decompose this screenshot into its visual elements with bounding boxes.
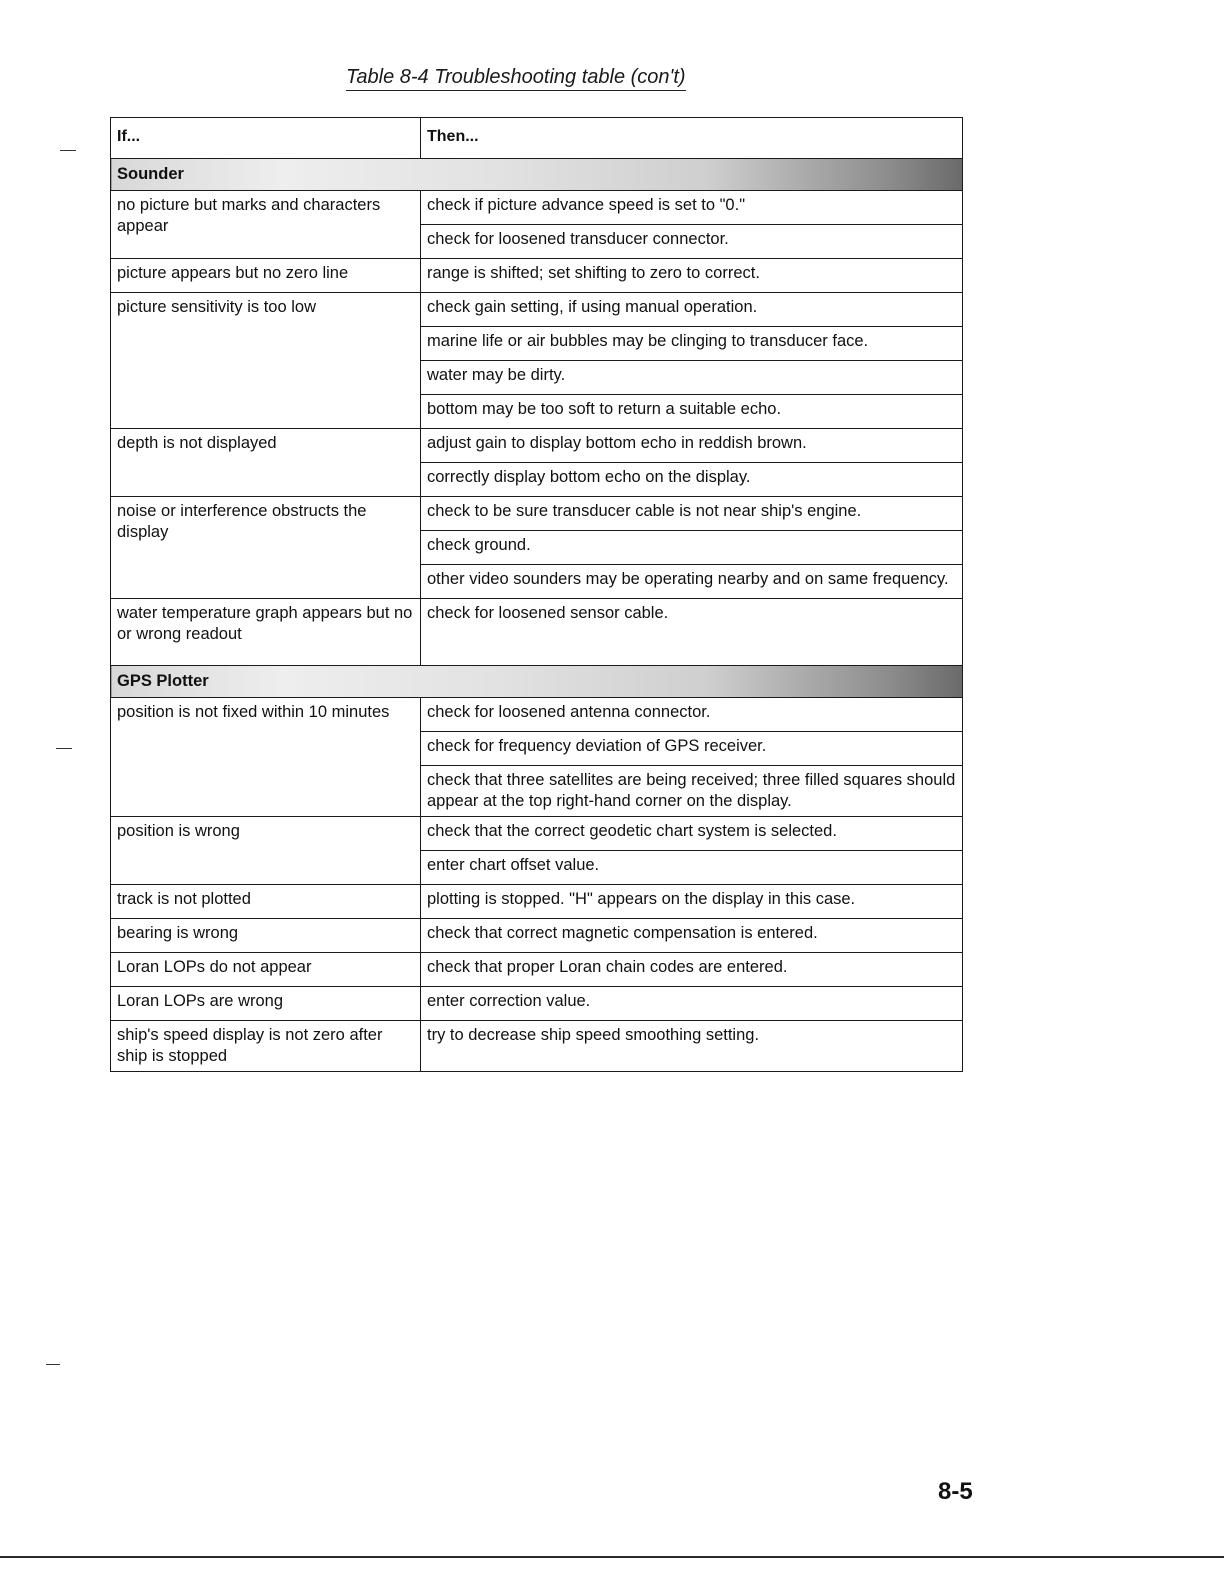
table-header-row [111,118,963,159]
if-cell: depth is not displayed [111,429,421,497]
then-cell: marine life or air bubbles may be clinging to transducer face. [421,327,963,361]
table-row [111,817,963,851]
table-row [111,191,963,225]
margin-mark [56,748,72,749]
then-cell: check that three satellites are being received; three filled squares should appear at the top right-hand corner on the display. [421,766,963,817]
then-cell: bottom may be too soft to return a suitable echo. [421,395,963,429]
if-column-header: If... [111,118,421,159]
table-row [111,293,963,327]
margin-mark [60,150,76,151]
then-cell: enter chart offset value. [421,851,963,885]
table-caption: Table 8-4 Troubleshooting table (con't) [346,66,686,91]
if-cell: position is not fixed within 10 minutes [111,698,421,817]
margin-mark [46,1364,60,1365]
then-cell: check for loosened transducer connector. [421,225,963,259]
if-cell: bearing is wrong [111,919,421,953]
table-row [111,259,963,293]
table-row [111,497,963,531]
then-cell: check if picture advance speed is set to "0." [421,191,963,225]
table-row [111,698,963,732]
table-row [111,953,963,987]
if-cell: no picture but marks and characters appear [111,191,421,259]
section-header-sounder [111,159,963,191]
then-cell: check that the correct geodetic chart system is selected. [421,817,963,851]
then-cell: plotting is stopped. "H" appears on the display in this case. [421,885,963,919]
section-header-gps-plotter [111,666,963,698]
if-cell: track is not plotted [111,885,421,919]
if-cell: picture appears but no zero line [111,259,421,293]
then-cell: range is shifted; set shifting to zero to correct. [421,259,963,293]
then-cell: check for frequency deviation of GPS receiver. [421,732,963,766]
if-cell: water temperature graph appears but no or wrong readout [111,599,421,666]
table-row [111,1021,963,1072]
page-number: 8-5 [938,1478,973,1505]
then-cell: check for loosened antenna connector. [421,698,963,732]
then-cell: check that proper Loran chain codes are entered. [421,953,963,987]
troubleshooting-table [110,117,963,1072]
if-cell: ship's speed display is not zero after ship is stopped [111,1021,421,1072]
if-cell: noise or interference obstructs the display [111,497,421,599]
footer-rule [0,1556,1224,1558]
then-cell: try to decrease ship speed smoothing setting. [421,1021,963,1072]
if-cell: position is wrong [111,817,421,885]
table-row [111,919,963,953]
if-cell: picture sensitivity is too low [111,293,421,429]
table-row [111,429,963,463]
then-cell: check to be sure transducer cable is not near ship's engine. [421,497,963,531]
then-cell: check that correct magnetic compensation is entered. [421,919,963,953]
then-column-header: Then... [421,118,963,159]
then-cell: check gain setting, if using manual operation. [421,293,963,327]
table-row [111,987,963,1021]
section-title: Sounder [111,159,963,191]
section-title: GPS Plotter [111,666,963,698]
if-cell: Loran LOPs are wrong [111,987,421,1021]
table-row [111,599,963,666]
then-cell: check for loosened sensor cable. [421,599,963,666]
if-cell: Loran LOPs do not appear [111,953,421,987]
then-cell: enter correction value. [421,987,963,1021]
then-cell: adjust gain to display bottom echo in reddish brown. [421,429,963,463]
then-cell: check ground. [421,531,963,565]
then-cell: other video sounders may be operating nearby and on same frequency. [421,565,963,599]
then-cell: water may be dirty. [421,361,963,395]
table-row [111,885,963,919]
then-cell: correctly display bottom echo on the display. [421,463,963,497]
